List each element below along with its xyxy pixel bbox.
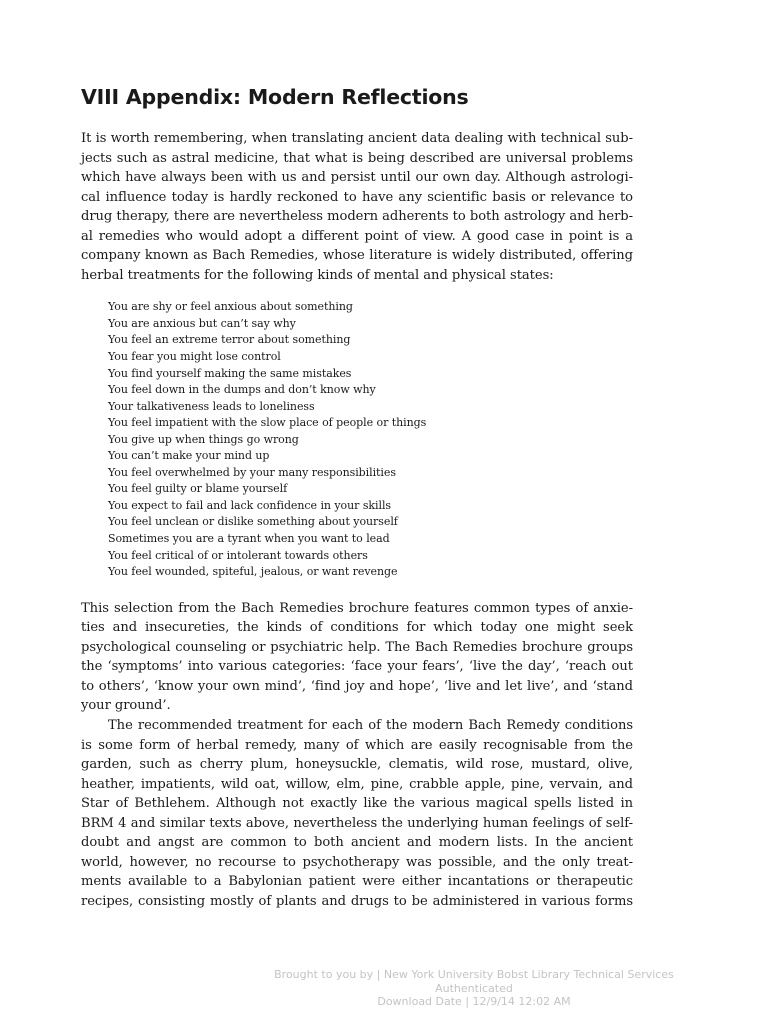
text-line: herbal treatments for the following kinds of mental and physical states: (81, 267, 554, 283)
text-line: ments available to a Babylonian patient were either incantations or therapeutic (81, 874, 633, 890)
symptom-item: You feel wounded, spiteful, jealous, or want revenge (108, 565, 398, 579)
symptom-item: You feel overwhelmed by your many responsibilities (108, 465, 396, 479)
text-line: doubt and angst are common to both ancient and modern lists. In the ancient (81, 835, 633, 851)
symptom-item: You find yourself making the same mistakes (108, 366, 352, 380)
chapter-title: VIII Appendix: Modern Reflections (81, 85, 469, 109)
text-line: Star of Bethlehem. Although not exactly like the various magical spells listed in (81, 796, 633, 812)
symptom-item: You feel critical of or intolerant towards others (108, 548, 368, 562)
text-line: psychological counseling or psychiatric help. The Bach Remedies brochure groups (81, 639, 633, 655)
paragraph-brochure (81, 599, 633, 716)
text-line: your ground’. (81, 698, 171, 714)
text-line: al remedies who would adopt a different point of view. A good case in point is a (81, 228, 633, 244)
text-line: to others’, ‘know your own mind’, ‘find joy and hope’, ‘live and let live’, and ‘stand (81, 678, 633, 694)
text-line: the ‘symptoms’ into various categories: ‘face your fears’, ‘live the day’, ‘reach out (81, 659, 633, 675)
text-line: The recommended treatment for each of the modern Bach Remedy conditions (108, 717, 633, 733)
text-line: garden, such as cherry plum, honeysuckle, clematis, wild rose, mustard, olive, (81, 757, 633, 773)
symptom-item: You feel down in the dumps and don’t know why (108, 383, 376, 397)
watermark-line-auth: Authenticated (435, 981, 513, 995)
symptom-item: You fear you might lose control (108, 350, 281, 364)
symptom-item: You are anxious but can’t say why (108, 316, 296, 330)
text-line: is some form of herbal remedy, many of which are easily recognisable from the (81, 737, 633, 753)
text-line: cal influence today is hardly reckoned to have any scientific basis or relevance to (81, 189, 633, 205)
watermark-line-date: Download Date | 12/9/14 12:02 AM (377, 995, 571, 1008)
watermark-line-provider: Brought to you by | New York University Bobst Library Technical Services (274, 968, 674, 981)
paragraph-treatment (81, 716, 633, 911)
symptom-item: You feel guilty or blame yourself (108, 482, 288, 496)
text-line: ties and insecureties, the kinds of conditions for which today one might seek (81, 620, 633, 636)
text-line: jects such as astral medicine, that what is being described are universal problems (81, 150, 633, 166)
text-line: which have always been with us and persist until our own day. Although astrologi- (81, 170, 633, 186)
symptom-list (108, 299, 633, 580)
download-watermark (200, 968, 748, 1009)
symptom-item: You expect to fail and lack confidence in your skills (108, 498, 392, 512)
page-content (81, 84, 633, 911)
text-line: recipes, consisting mostly of plants and drugs to be administered in various forms (81, 893, 633, 909)
text-line: BRM 4 and similar texts above, nevertheless the underlying human feelings of self- (81, 815, 633, 831)
symptom-item: You can’t make your mind up (108, 449, 270, 463)
paragraph-intro (81, 129, 633, 285)
symptom-item: You are shy or feel anxious about something (108, 300, 353, 314)
symptom-item: You feel an extreme terror about something (108, 333, 351, 347)
symptom-item: You feel unclean or dislike something about yourself (108, 515, 398, 529)
text-line: world, however, no recourse to psychotherapy was possible, and the only treat- (81, 854, 633, 870)
text-line: drug therapy, there are nevertheless modern adherents to both astrology and herb- (81, 209, 633, 225)
text-line: This selection from the Bach Remedies brochure features common types of anxie- (81, 600, 633, 616)
symptom-item: You give up when things go wrong (108, 432, 299, 446)
symptom-item: Sometimes you are a tyrant when you want to lead (108, 532, 390, 546)
text-line: It is worth remembering, when translating ancient data dealing with technical sub- (81, 131, 633, 146)
symptom-item: Your talkativeness leads to loneliness (108, 399, 315, 413)
symptom-item: You feel impatient with the slow place of people or things (108, 416, 427, 430)
text-line: heather, impatients, wild oat, willow, elm, pine, crabble apple, pine, vervain, and (81, 776, 633, 792)
text-line: company known as Bach Remedies, whose literature is widely distributed, offering (81, 248, 633, 264)
